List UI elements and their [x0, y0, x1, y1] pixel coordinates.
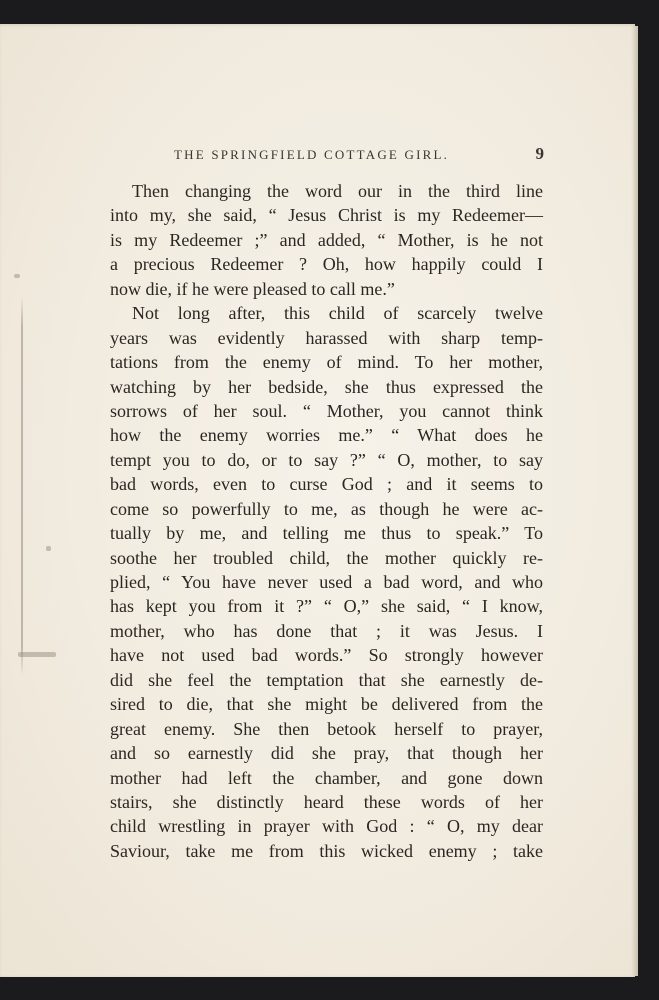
text-line: is my Redeemer ;” and added, “ Mother, is he not	[110, 229, 543, 250]
page-edge	[634, 26, 638, 976]
text-line: has kept you from it ?” “ O,” she said, “ I know,	[110, 596, 543, 617]
running-header	[108, 145, 546, 167]
text-line: great enemy. She then betook herself to prayer,	[110, 718, 543, 739]
binding-crease	[21, 296, 23, 676]
text-line: child wrestling in prayer with God : “ O, my dear	[110, 816, 543, 837]
text-line: how the enemy worries me.” “ What does he	[110, 425, 543, 446]
text-line: plied, “ You have never used a bad word, and who	[110, 572, 543, 592]
text-line: watching by her bedside, she thus expressed the	[110, 376, 543, 397]
text-line: and so earnestly did she pray, that though her	[110, 743, 543, 764]
text-line: tually by me, and telling me thus to speak.” To	[110, 523, 543, 544]
text-line: did she feel the temptation that she earnestly de-	[110, 669, 543, 690]
text-line: stairs, she distinctly heard these words of her	[110, 791, 543, 812]
text-line: soothe her troubled child, the mother quickly re-	[110, 547, 543, 568]
text-line: mother, who has done that ; it was Jesus. I	[110, 620, 543, 641]
text-line: tempt you to do, or to say ?” “ O, mother, to say	[110, 449, 543, 470]
text-line: mother had left the chamber, and gone down	[110, 767, 543, 788]
text-line: sorrows of her soul. “ Mother, you cannot think	[110, 400, 543, 421]
text-line: Then changing the word our in the third line	[132, 181, 543, 201]
text-line: come so powerfully to me, as though he were ac-	[110, 498, 543, 519]
paper-speck	[46, 546, 51, 551]
text-line: Saviour, take me from this wicked enemy ; take	[110, 840, 543, 861]
page-number: 9	[535, 144, 544, 163]
paper-speck	[14, 274, 20, 278]
text-line: bad words, even to curse God ; and it seems to	[110, 474, 543, 495]
text-line: tations from the enemy of mind. To her mother,	[110, 352, 543, 373]
book-page	[0, 24, 635, 977]
text-line: Not long after, this child of scarcely twelve	[132, 303, 543, 324]
text-line: sired to die, that she might be delivered from the	[110, 694, 543, 715]
text-line: into my, she said, “ Jesus Christ is my Redeemer—	[110, 205, 543, 226]
text-line: now die, if he were pleased to call me.”	[110, 278, 395, 299]
body-text	[110, 179, 543, 863]
text-line: years was evidently harassed with sharp temp-	[110, 327, 543, 348]
text-line: have not used bad words.” So strongly however	[110, 645, 543, 666]
running-title: THE SPRINGFIELD COTTAGE GIRL.	[174, 147, 450, 162]
paper-tear	[18, 652, 56, 657]
text-line: a precious Redeemer ? Oh, how happily could I	[110, 254, 543, 275]
